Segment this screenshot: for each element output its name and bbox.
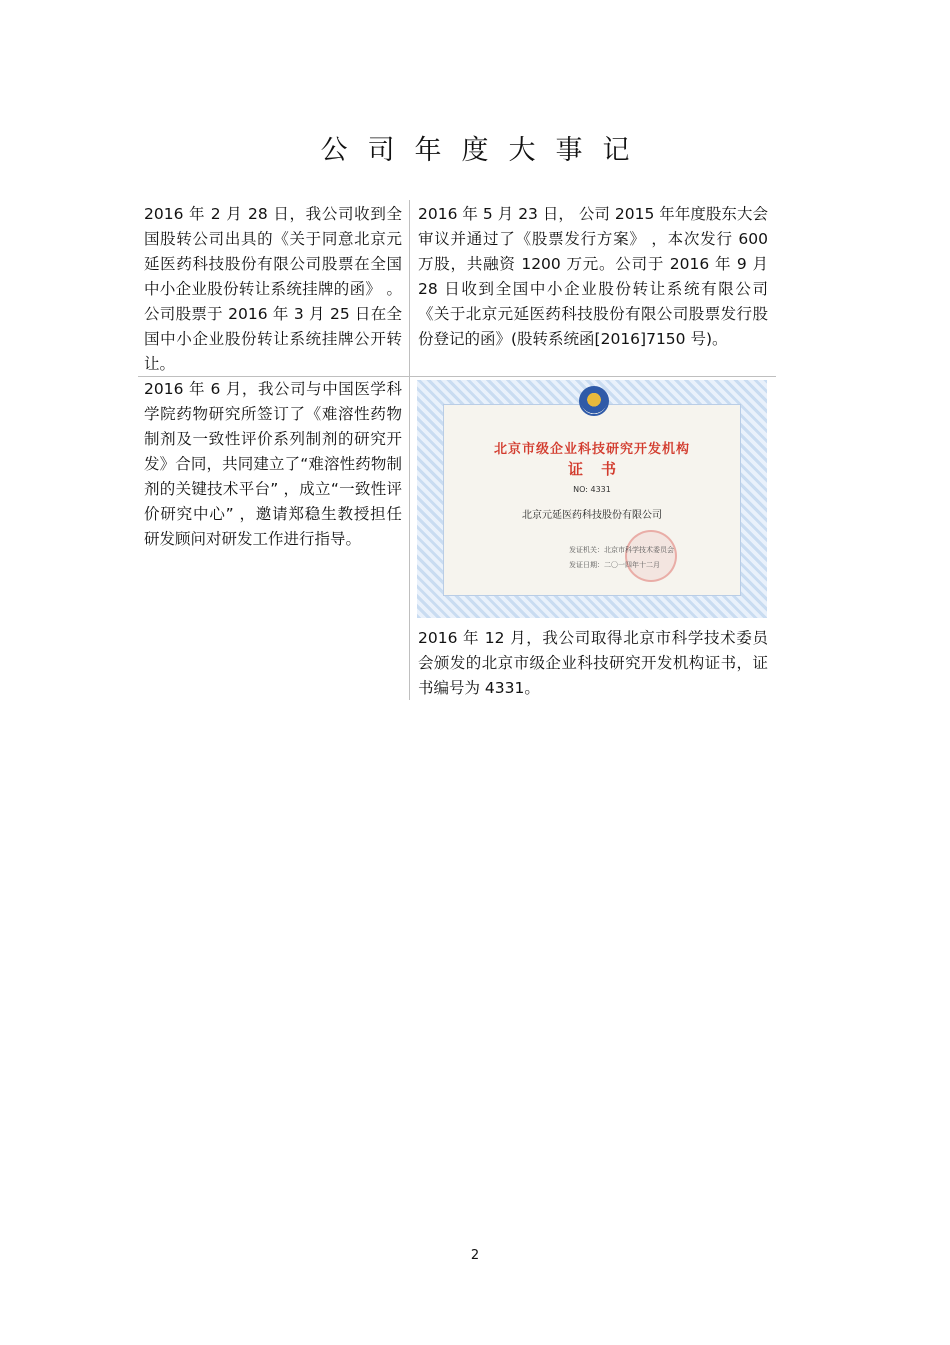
page-number: 2 <box>470 1248 480 1263</box>
certificate-title: 北京市级企业科技研究开发机构 <box>493 442 690 457</box>
certificate-date: 发证日期：二〇一四年十二月 <box>569 561 660 569</box>
event-cell-3: 2016 年 6 月，我公司与中国医学科学院药物研究所签订了《难溶性药物制剂及一致性评价系列制剂的研究开发》合同，共同建立了“难溶性药物制剂的关键技术平台” ，成立“一致性评价研究中心” ，邀请郑稳生教授担任研发顾问对研发工作进行指导。 <box>144 380 402 548</box>
event-cell-1: 2016 年 2 月 28 日，我公司收到全国股转公司出具的《关于同意北京元延医药科技股份有限公司股票在全国中小企业股份转让系统挂牌的函》 。公司股票于 2016 年 3 月 25 日在全国中小企业股份转让系统挂牌公开转让。 <box>144 205 402 373</box>
certificate-issuer: 发证机关：北京市科学技术委员会 <box>569 546 674 554</box>
event-cell-4: 2016 年 12 月，我公司取得北京市科学技术委员会颁发的北京市级企业科技研究开发机构证书，证书编号为 4331。 <box>418 629 768 697</box>
certificate-image <box>417 380 767 618</box>
table-divider-vertical <box>409 200 410 700</box>
emblem-icon <box>579 386 609 416</box>
event-cell-2: 2016 年 5 月 23 日， 公司 2015 年年度股东大会审议并通过了《股票发行方案》 ，本次发行 600 万股，共融资 1200 万元。公司于 2016 年 9 月 28 日收到全国中小企业股份转让系统有限公司《关于北京元延医药科技股份有限公司股票发行股份登记的函》(股转系统函[2016]7150 号)。 <box>418 205 768 348</box>
certificate-company: 北京元延医药科技股份有限公司 <box>522 510 662 521</box>
certificate-number: NO: 4331 <box>573 485 611 494</box>
page-title: 公司年度大事记 <box>320 135 650 166</box>
seal-icon <box>625 530 677 582</box>
certificate-subtitle: 证书 <box>567 460 634 478</box>
